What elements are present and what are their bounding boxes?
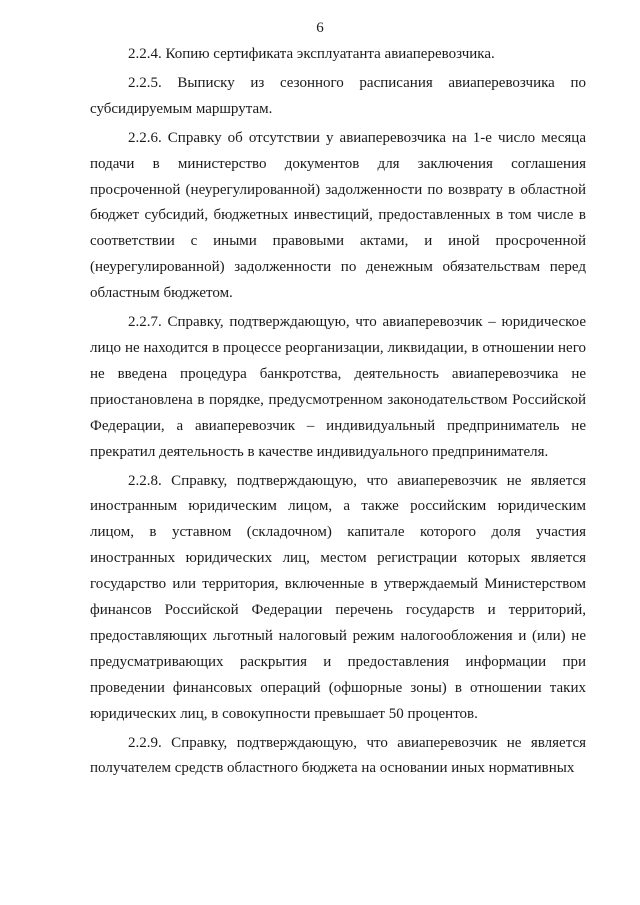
paragraph-2-2-4: 2.2.4. Копию сертификата эксплуатанта авиаперевозчика. bbox=[128, 46, 495, 62]
paragraph-2-2-8: 2.2.8. Справку, подтверждающую, что авиаперевозчик не является иностранным юридическим лицом, а также российским юридическим лицом, в уставном (складочном) капитале которого доля участия иностранных юридических лиц, местом регистрации которых является государство или территория, включенные в утверждаемый Министерством финансов Российской Федерации перечень государств и территорий, предоставляющих льготный налоговый режим налогообложения и (или) не предусматривающих раскрытия и предоставления информации при проведении финансовых операций (офшорные зоны) в отношении таких юридических лиц, в совокупности превышает 50 процентов. bbox=[90, 472, 586, 722]
paragraph-2-2-7: 2.2.7. Справку, подтверждающую, что авиаперевозчик – юридическое лицо не находится в процессе реорганизации, ликвидации, в отношении него не введена процедура банкротства, деятельность авиаперевозчика не приостановлена в порядке, предусмотренном законодательством Российской Федерации, а авиаперевозчик – индивидуальный предприниматель не прекратил деятельность в качестве индивидуального предпринимателя. bbox=[90, 314, 586, 460]
paragraph-2-2-9: 2.2.9. Справку, подтверждающую, что авиаперевозчик не является получателем средств областного бюджета на основании иных нормативных bbox=[90, 734, 586, 777]
document-body bbox=[90, 42, 586, 782]
paragraph-2-2-5: 2.2.5. Выписку из сезонного расписания авиаперевозчика по субсидируемым маршрутам. bbox=[90, 74, 586, 117]
page-number: 6 bbox=[316, 20, 324, 36]
paragraph-2-2-6: 2.2.6. Справку об отсутствии у авиаперевозчика на 1-е число месяца подачи в министерство документов для заключения соглашения просроченной (неурегулированной) задолженности по возврату в областной бюджет субсидий, бюджетных инвестиций, предоставленных в том числе в соответствии с иными правовыми актами, и иной просроченной (неурегулированной) задолженности по денежным обязательствам перед областным бюджетом. bbox=[90, 129, 586, 302]
